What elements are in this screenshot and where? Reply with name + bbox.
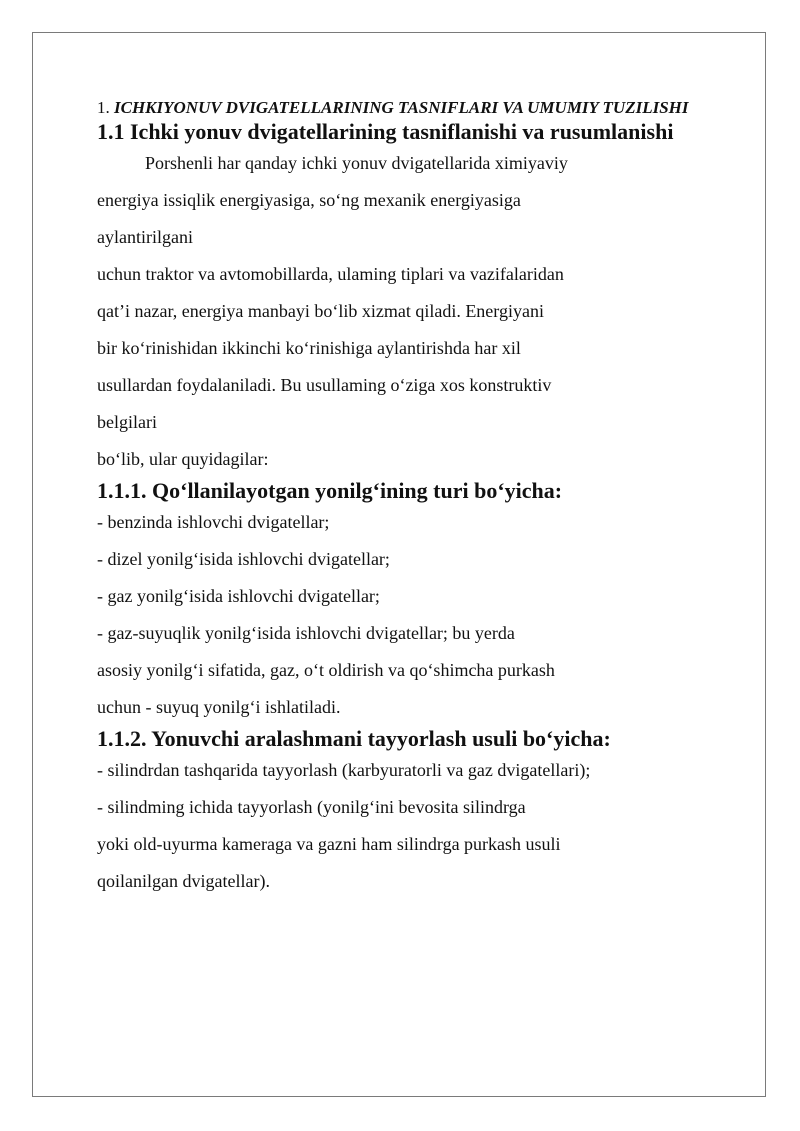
list-item: - silindrdan tashqarida tayyorlash (karbyuratorli va gaz dvigatellari); [97, 760, 591, 780]
list-item: - benzinda ishlovchi dvigatellar; [97, 512, 330, 532]
section-heading-1-1-1: 1.1.1. Qo‘llanilayotgan yonilg‘ining turi bo‘yicha: [97, 478, 563, 503]
chapter-title [97, 97, 707, 119]
list-item: - gaz-suyuqlik yonilg‘isida ishlovchi dvigatellar; bu yerda [97, 623, 515, 643]
paragraph-line: qoilanilgan dvigatellar). [97, 871, 270, 891]
list-item: - gaz yonilg‘isida ishlovchi dvigatellar; [97, 586, 380, 606]
chapter-title-text: ICHKIYONUV DVIGATELLARINING TASNIFLARI VA UMUMIY TUZILISHI [114, 98, 689, 117]
paragraph-line: belgilari [97, 412, 157, 432]
paragraph-line: uchun traktor va avtomobillarda, ulaming tiplari va vazifalaridan [97, 264, 564, 284]
paragraph-line: aylantirilgani [97, 227, 193, 247]
paragraph-line: yoki old-uyurma kameraga va gazni ham silindrga purkash usuli [97, 834, 561, 854]
list-item: - dizel yonilg‘isida ishlovchi dvigatellar; [97, 549, 390, 569]
section-heading-1-1-2: 1.1.2. Yonuvchi aralashmani tayyorlash usuli bo‘yicha: [97, 726, 611, 751]
paragraph-line: usullardan foydalaniladi. Bu usullaming o‘ziga xos konstruktiv [97, 375, 552, 395]
paragraph-line: asosiy yonilg‘i sifatida, gaz, o‘t oldirish va qo‘shimcha purkash [97, 660, 555, 680]
paragraph-line: bo‘lib, ular quyidagilar: [97, 449, 269, 469]
section-heading-1-1: 1.1 Ichki yonuv dvigatellarining tasniflanishi va rusumlanishi [97, 119, 674, 144]
paragraph-line: Porshenli har qanday ichki yonuv dvigatellarida ximiyaviy [145, 153, 568, 173]
paragraph-line: qat’i nazar, energiya manbayi bo‘lib xizmat qiladi. Energiyani [97, 301, 544, 321]
chapter-number: 1. [97, 98, 110, 117]
document-body [97, 97, 707, 900]
paragraph-line: energiya issiqlik energiyasiga, so‘ng mexanik energiyasiga [97, 190, 521, 210]
paragraph-line: bir ko‘rinishidan ikkinchi ko‘rinishiga aylantirishda har xil [97, 338, 521, 358]
list-item: - silindming ichida tayyorlash (yonilg‘ini bevosita silindrga [97, 797, 526, 817]
paragraph-line: uchun - suyuq yonilg‘i ishlatiladi. [97, 697, 341, 717]
